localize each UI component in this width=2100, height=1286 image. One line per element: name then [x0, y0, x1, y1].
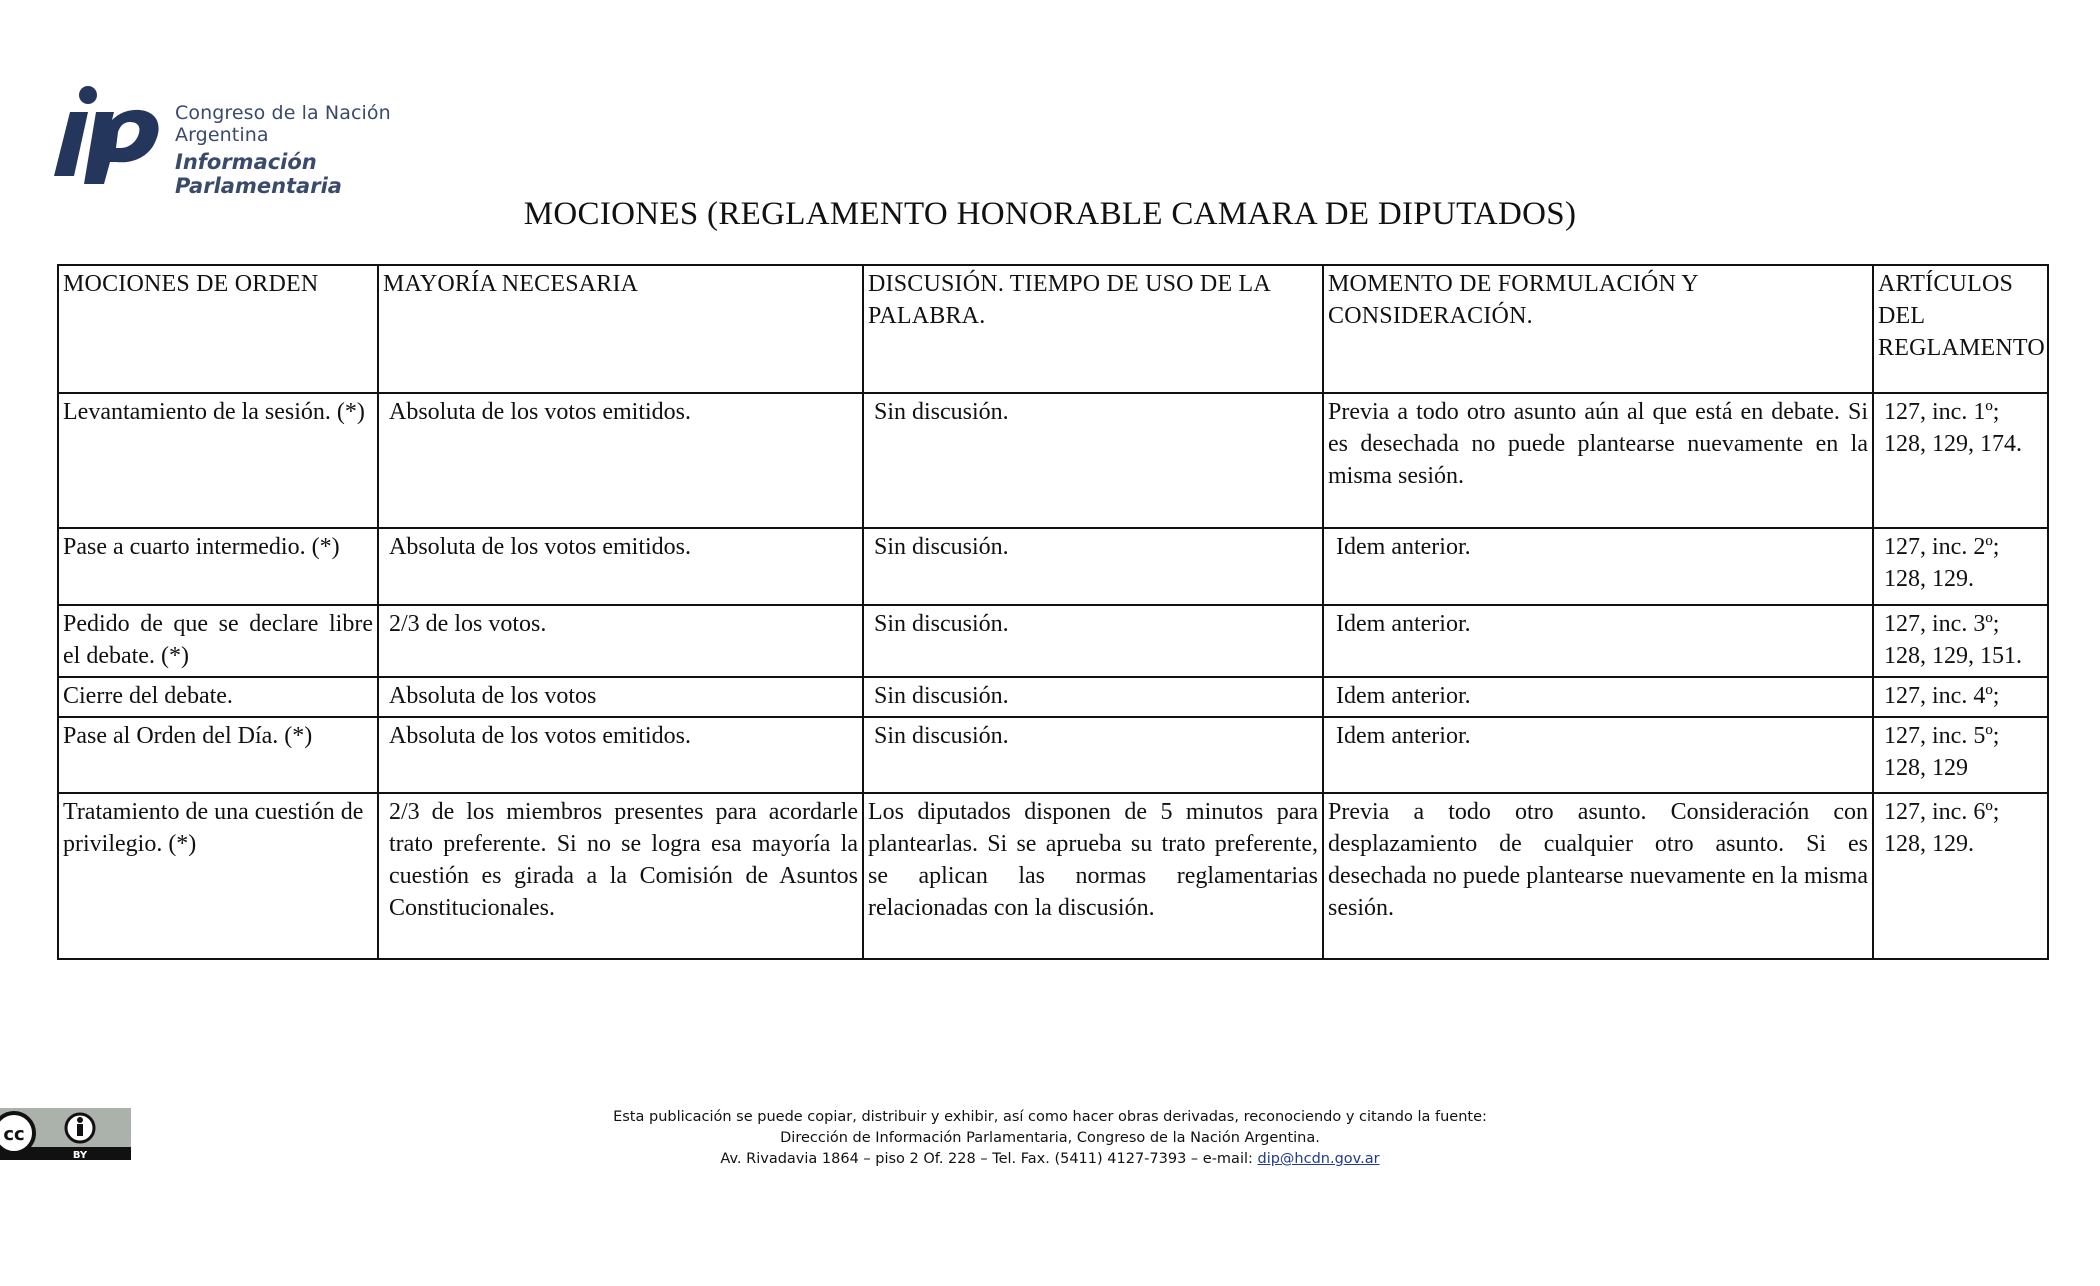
- license-badge-label: BY: [72, 1150, 88, 1160]
- table-row: [58, 605, 2048, 677]
- table-cell: 127, inc. 2º; 128, 129.: [1873, 528, 2048, 605]
- table-cell: [1873, 717, 2048, 793]
- table-cell: Pase al Orden del Día. (*): [58, 717, 378, 793]
- table-cell: Previa a todo otro asunto. Consideración con desplazamiento de cualquier otro asunto. Si es desechada no puede plantearse nuevamente en la misma sesión.: [1323, 793, 1873, 959]
- table-cell-text: 127, inc. 5º; 128, 129: [1884, 723, 2000, 781]
- table-cell: Sin discusión.: [863, 528, 1323, 605]
- table-cell: Idem anterior.: [1323, 605, 1873, 677]
- table-cell: Previa a todo otro asunto aún al que está en debate. Si es desechada no puede plantearse nuevamente en la misma sesión.: [1323, 393, 1873, 528]
- table-row: [58, 677, 2048, 717]
- table-cell: Absoluta de los votos: [378, 677, 863, 717]
- table-cell: 2/3 de los miembros presentes para acordarle trato preferente. Si no se logra esa mayoría la cuestión es girada a la Comisión de Asuntos Constitucionales.: [378, 793, 863, 959]
- table-cell: Pase a cuarto intermedio. (*): [58, 528, 378, 605]
- svg-text:cc: cc: [3, 1124, 25, 1145]
- logo-line-2: Información Parlamentaria: [175, 150, 342, 198]
- table-cell: 127, inc. 4º;: [1873, 677, 2048, 717]
- table-cell: Absoluta de los votos emitidos.: [378, 528, 863, 605]
- footer-line-3: [0, 1149, 2100, 1170]
- email-link[interactable]: dip@hcdn.gov.ar: [1257, 1151, 1380, 1167]
- footer: [0, 1107, 2100, 1170]
- table-cell: Sin discusión.: [863, 605, 1323, 677]
- table-cell: 2/3 de los votos.: [378, 605, 863, 677]
- mociones-table: [57, 264, 2049, 960]
- footer-line-1: Esta publicación se puede copiar, distribuir y exhibir, así como hacer obras derivadas, reconociendo y citando la fuente:: [613, 1109, 1487, 1125]
- logo-line-1: Congreso de la Nación Argentina: [175, 102, 391, 146]
- column-header: DISCUSIÓN. TIEMPO DE USO DE LA PALABRA.: [863, 265, 1323, 393]
- table-cell: Idem anterior.: [1323, 717, 1873, 793]
- column-header: MOMENTO DE FORMULACIÓN Y CONSIDERACIÓN.: [1323, 265, 1873, 393]
- column-header: MAYORÍA NECESARIA: [378, 265, 863, 393]
- ip-logo-mark: [50, 84, 170, 184]
- table-cell: Absoluta de los votos emitidos.: [378, 717, 863, 793]
- table-cell: Sin discusión.: [863, 393, 1323, 528]
- table-cell: Levantamiento de la sesión. (*): [58, 393, 378, 528]
- table-row: [58, 793, 2048, 959]
- table-cell: Sin discusión.: [863, 677, 1323, 717]
- table-cell: Idem anterior.: [1323, 677, 1873, 717]
- table-cell: Idem anterior.: [1323, 528, 1873, 605]
- page-title: MOCIONES (REGLAMENTO HONORABLE CAMARA DE DIPUTADOS): [523, 196, 1577, 232]
- table-cell: Pedido de que se declare libre el debate. (*): [58, 605, 378, 677]
- table-cell: 127, inc. 6º; 128, 129.: [1873, 793, 2048, 959]
- footer-address: Av. Rivadavia 1864 – piso 2 Of. 228 – Tel. Fax. (5411) 4127-7393 – e-mail:: [720, 1151, 1258, 1167]
- column-header: MOCIONES DE ORDEN: [58, 265, 378, 393]
- table-row: [58, 393, 2048, 528]
- institution-logo: [50, 84, 480, 198]
- footer-line-2: Dirección de Información Parlamentaria, Congreso de la Nación Argentina.: [780, 1130, 1320, 1146]
- table-cell: 127, inc. 3º; 128, 129, 151.: [1873, 605, 2048, 677]
- table-row: [58, 717, 2048, 793]
- column-header: ARTÍCULOS DEL REGLAMENTO: [1873, 265, 2048, 393]
- table-cell: Absoluta de los votos emitidos.: [378, 393, 863, 528]
- table-cell: 127, inc. 1º; 128, 129, 174.: [1873, 393, 2048, 528]
- table-cell: Cierre del debate.: [58, 677, 378, 717]
- logo-text: [175, 102, 480, 198]
- table-header-row: [58, 265, 2048, 393]
- table-row: [58, 528, 2048, 605]
- table-cell: Los diputados disponen de 5 minutos para plantearlas. Si se aprueba su trato preferente, se aplican las normas reglamentarias relacionadas con la discusión.: [863, 793, 1323, 959]
- table-cell: Sin discusión.: [863, 717, 1323, 793]
- table-cell: Tratamiento de una cuestión de privilegio. (*): [58, 793, 378, 959]
